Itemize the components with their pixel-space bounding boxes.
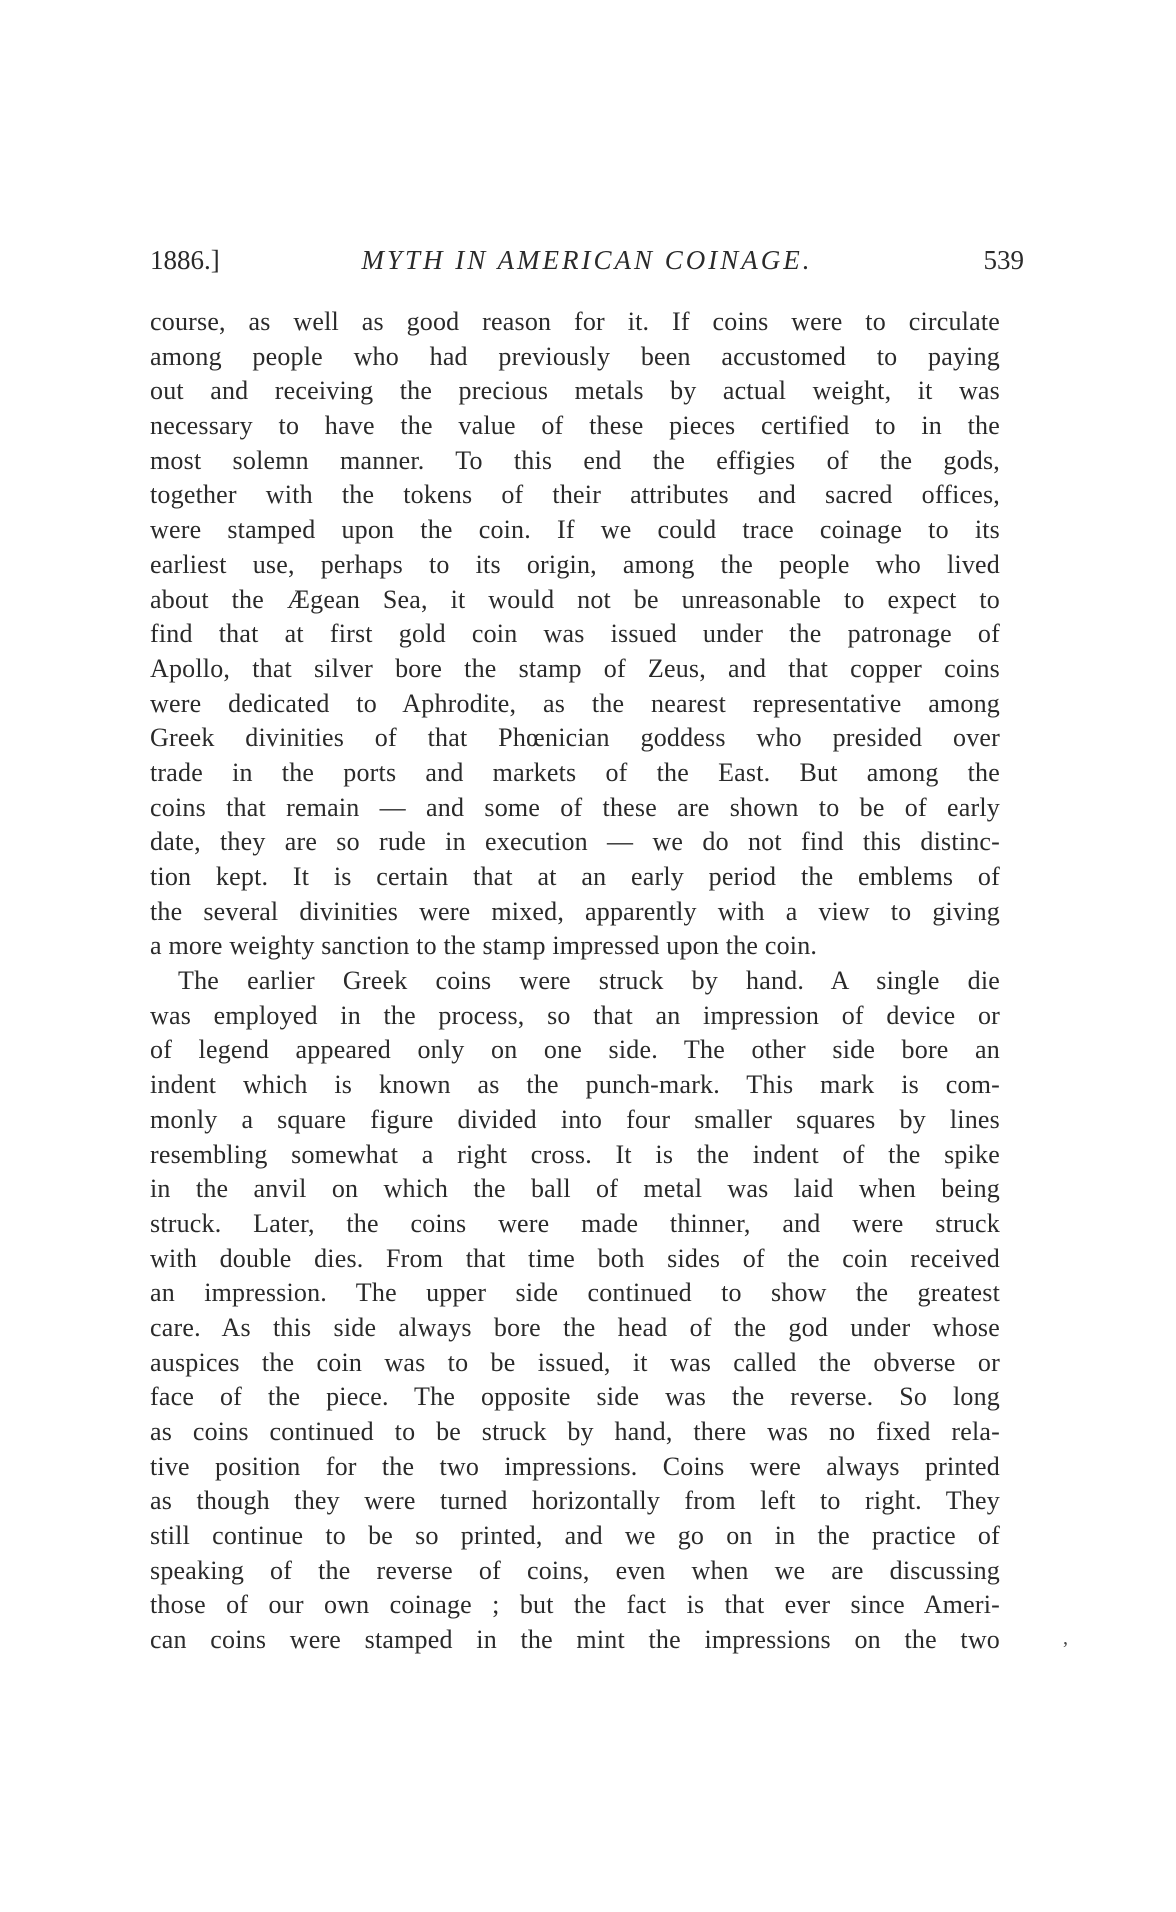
- text-line: find that at first gold coin was issued under the patronage of: [150, 619, 1000, 649]
- text-line: among people who had previously been accustomed to paying: [150, 341, 1000, 371]
- text-line: necessary to have the value of these pieces certified to in the: [150, 411, 1000, 441]
- page-number: 539: [983, 245, 1024, 275]
- text-line: The earlier Greek coins were struck by hand. A single die: [178, 966, 1000, 996]
- text-line: course, as well as good reason for it. If coins were to circulate: [150, 307, 1000, 336]
- running-head: [150, 245, 1024, 285]
- text-line: most solemn manner. To this end the effigies of the gods,: [150, 445, 1000, 475]
- paragraph: [150, 305, 1000, 964]
- text-line: a more weighty sanction to the stamp impressed upon the coin.: [150, 931, 818, 961]
- text-line: an impression. The upper side continued to show the greatest: [150, 1278, 1000, 1308]
- text-line: care. As this side always bore the head of the god under whose: [150, 1312, 1000, 1342]
- text-line: with double dies. From that time both sides of the coin received: [150, 1243, 1000, 1273]
- text-line: were dedicated to Aphrodite, as the nearest representative among: [150, 688, 1000, 718]
- text-line: coins that remain — and some of these are shown to be of early: [150, 792, 1000, 822]
- text-line: tion kept. It is certain that at an early period the emblems of: [150, 862, 1000, 891]
- header-title: MYTH IN AMERICAN COINAGE.: [361, 245, 813, 275]
- text-line: as though they were turned horizontally from left to right. They: [150, 1486, 1000, 1516]
- text-line: in the anvil on which the ball of metal was laid when being: [150, 1174, 1000, 1204]
- text-line: trade in the ports and markets of the East. But among the: [150, 757, 1000, 787]
- text-line: struck. Later, the coins were made thinner, and were struck: [150, 1208, 1000, 1238]
- text-line: was employed in the process, so that an impression of device or: [150, 1000, 1000, 1030]
- text-line: speaking of the reverse of coins, even when we are discussing: [150, 1555, 1000, 1585]
- text-line: together with the tokens of their attributes and sacred offices,: [150, 480, 1000, 510]
- text-line: still continue to be so printed, and we go on in the practice of: [150, 1521, 1000, 1551]
- text-line: about the Ægean Sea, it would not be unreasonable to expect to: [150, 584, 1000, 614]
- text-line: monly a square figure divided into four smaller squares by lines: [150, 1104, 1000, 1134]
- text-line: auspices the coin was to be issued, it was called the obverse or: [150, 1347, 1000, 1377]
- text-line: date, they are so rude in execution — we do not find this distinc-: [150, 827, 1000, 857]
- text-line: Apollo, that silver bore the stamp of Zeus, and that copper coins: [150, 653, 1000, 683]
- text-line: were stamped upon the coin. If we could trace coinage to its: [150, 515, 1000, 545]
- text-line: tive position for the two impressions. Coins were always printed: [150, 1451, 1000, 1481]
- text-line: the several divinities were mixed, apparently with a view to giving: [150, 896, 1000, 926]
- text-line: resembling somewhat a right cross. It is the indent of the spike: [150, 1139, 1000, 1169]
- text-line: out and receiving the precious metals by actual weight, it was: [150, 376, 1000, 406]
- text-line: Greek divinities of that Phœnician goddess who presided over: [150, 723, 1000, 753]
- text-line: indent which is known as the punch-mark. This mark is com-: [150, 1070, 1000, 1100]
- text-line: those of our own coinage ; but the fact is that ever since Ameri-: [150, 1590, 1000, 1620]
- paragraph: [150, 964, 1000, 1658]
- text-line: face of the piece. The opposite side was the reverse. So long: [150, 1382, 1000, 1412]
- header-year: 1886.]: [150, 245, 220, 275]
- margin-mark: ,: [1063, 1627, 1068, 1649]
- text-line: as coins continued to be struck by hand, there was no fixed rela-: [150, 1417, 1000, 1446]
- text-line: of legend appeared only on one side. The other side bore an: [150, 1035, 1000, 1065]
- text-line: earliest use, perhaps to its origin, among the people who lived: [150, 549, 1000, 579]
- text-line: can coins were stamped in the mint the impressions on the two: [150, 1625, 1000, 1655]
- body-text: [150, 305, 1000, 1658]
